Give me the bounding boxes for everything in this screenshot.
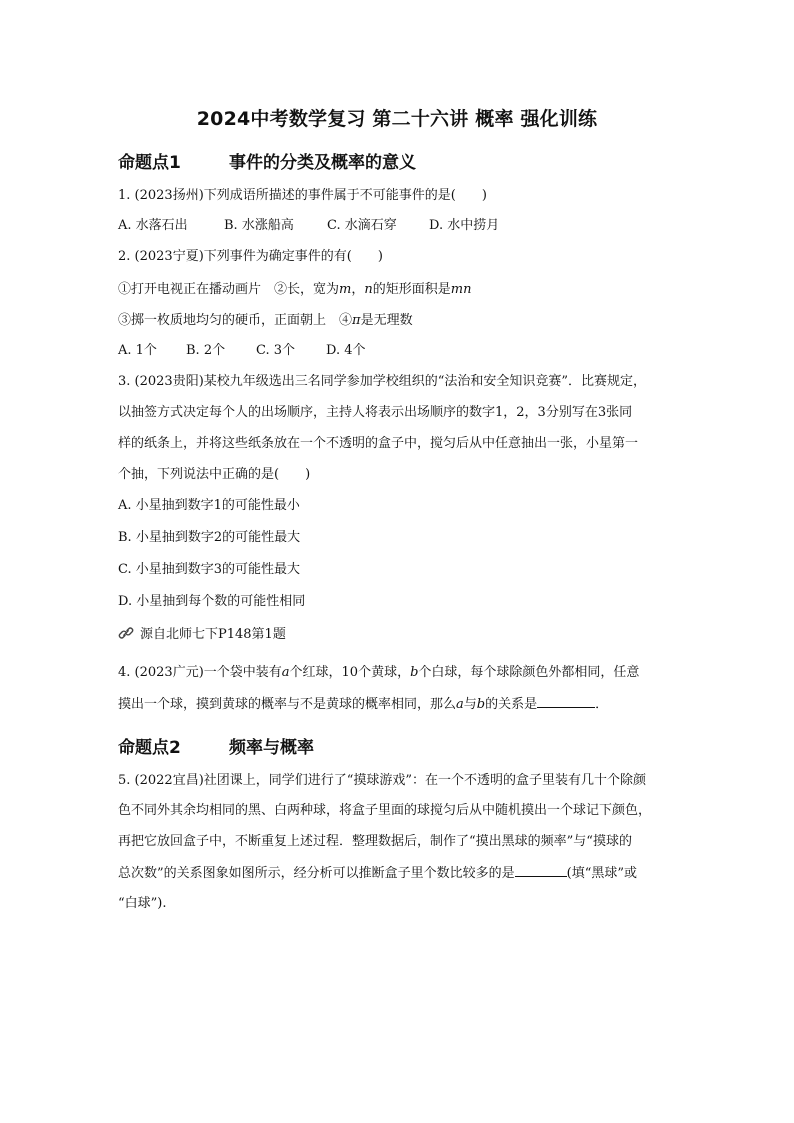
text-segment: 总次数”的关系图象如图所示，经分析可以推断盒子里个数比较多的是 xyxy=(118,866,515,881)
math-pi: π xyxy=(352,313,361,328)
item-text-tail: 的矩形面积是 xyxy=(372,282,451,297)
question-5-line-1: 5. (2022宜昌)社团课上，同学们进行了“摸球游戏”：在一个不透明的盒子里装有几十个除颜 xyxy=(118,773,647,788)
document-title: 2024中考数学复习 第二十六讲 概率 强化训练 xyxy=(196,108,598,130)
answer-blank[interactable] xyxy=(537,695,595,708)
question-5-line-4 xyxy=(118,864,637,883)
option-d: D. 4个 xyxy=(326,343,366,358)
question-3-option-d: D. 小星抽到每个数的可能性相同 xyxy=(118,594,306,609)
section-heading-2 xyxy=(118,733,314,758)
question-2-stem: 2. (2023宁夏)下列事件为确定事件的有( ) xyxy=(118,249,383,264)
text-segment: 的关系是 xyxy=(485,697,538,712)
question-4-line-2 xyxy=(118,695,608,714)
math-n: n xyxy=(364,282,373,297)
item-text: ①打开电视正在播动画片 ②长，宽为 xyxy=(118,282,340,297)
question-3-option-c: C. 小星抽到数字3的可能性最大 xyxy=(118,562,301,577)
question-3-line-2: 以抽签方式决定每个人的出场顺序，主持人将表示出场顺序的数字1，2，3分别写在3张同 xyxy=(118,405,633,420)
option-c: C. 水滴石穿 xyxy=(327,218,397,233)
text-segment: 个白球，每个球除颜色外都相同，任意 xyxy=(418,665,640,680)
question-2-options xyxy=(118,342,366,360)
text-segment: 摸出一个球，摸到黄球的概率与不是黄球的概率相同，那么 xyxy=(118,697,457,712)
option-d: D. 水中捞月 xyxy=(429,218,500,233)
math-mn: mn xyxy=(450,282,472,297)
option-a: A. 水落石出 xyxy=(118,218,188,233)
question-3-option-b: B. 小星抽到数字2的可能性最大 xyxy=(118,530,301,545)
question-1-stem: 1. (2023扬州)下列成语所描述的事件属于不可能事件的是( ) xyxy=(118,188,487,203)
item-text-tail: 是无理数 xyxy=(360,313,413,328)
question-1-options xyxy=(118,217,499,235)
math-a: a xyxy=(456,697,464,712)
question-5-line-3: 再把它放回盒子中，不断重复上述过程．整理数据后，制作了“摸出黑球的频率”与“摸球的 xyxy=(118,834,632,849)
question-5-line-2: 色不同外其余均相同的黑、白两种球，将盒子里面的球搅匀后从中随机摸出一个球记下颜色， xyxy=(118,803,652,818)
text-segment: 4. (2023广元)一个袋中装有 xyxy=(118,665,282,680)
option-a: A. 1个 xyxy=(118,343,157,358)
question-2-items-line-1 xyxy=(118,281,471,299)
question-3-line-4: 个抽，下列说法中正确的是( ) xyxy=(118,467,311,482)
question-4-line-1 xyxy=(118,664,639,682)
question-3-line-3: 样的纸条上，并将这些纸条放在一个不透明的盒子中，搅匀后从中任意抽出一张，小星第一 xyxy=(118,436,639,451)
question-3-option-a: A. 小星抽到数字1的可能性最小 xyxy=(118,498,300,513)
text-segment: 个红球，10个黄球， xyxy=(289,665,411,680)
answer-blank[interactable] xyxy=(515,864,567,877)
source-text: 源自北师七下P148第1题 xyxy=(140,627,286,642)
option-b: B. 2个 xyxy=(186,343,226,358)
section-heading-1 xyxy=(118,148,416,173)
math-b: b xyxy=(476,697,486,712)
text-segment: (填“黑球”或 xyxy=(566,866,638,881)
math-m: m xyxy=(339,282,352,297)
option-b: B. 水涨船高 xyxy=(224,218,294,233)
section-topic: 频率与概率 xyxy=(229,738,314,758)
section-topic: 事件的分类及概率的意义 xyxy=(229,153,416,173)
question-3-source-note xyxy=(118,626,286,644)
question-5-line-5: “白球”). xyxy=(118,896,167,911)
link-icon xyxy=(118,627,134,639)
math-b: b xyxy=(410,665,419,680)
question-3-line-1: 3. (2023贵阳)某校九年级选出三名同学参加学校组织的“法治和安全知识竞赛”．比赛规定， xyxy=(118,374,647,389)
section-label: 命题点2 xyxy=(118,738,181,758)
text-segment: ． xyxy=(595,697,609,712)
comma: ， xyxy=(351,282,365,297)
question-2-items-line-2 xyxy=(118,312,413,330)
section-label: 命题点1 xyxy=(118,153,181,173)
math-a: a xyxy=(281,665,290,680)
text-segment: 与 xyxy=(463,697,477,712)
item-text: ③掷一枚质地均匀的硬币，正面朝上 ④ xyxy=(118,313,353,328)
option-c: C. 3个 xyxy=(256,343,296,358)
